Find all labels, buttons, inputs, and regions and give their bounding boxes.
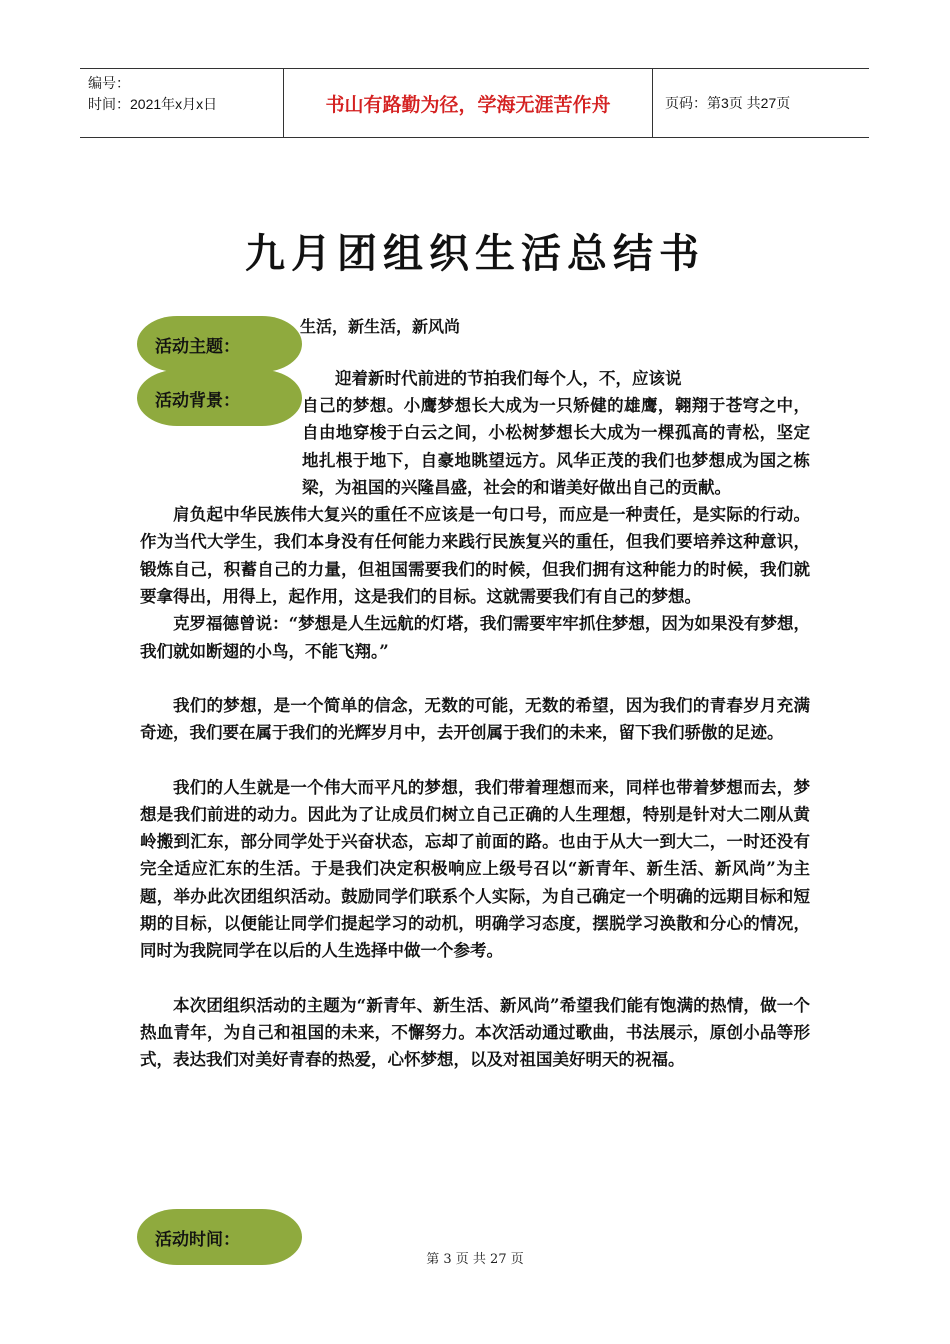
header-motto: 书山有路勤为径，学海无涯苦作舟 xyxy=(283,69,653,137)
time-label: 时间：2021年x月x日 xyxy=(88,96,218,112)
paragraph-4: 我们的梦想，是一个简单的信念，无数的可能，无数的希望，因为我们的青春岁月充满奇迹，我们要在属于我们的光辉岁月中，去开创属于我们的未来，留下我们骄傲的足迹。 xyxy=(140,695,810,743)
number-label: 编号： xyxy=(88,75,130,91)
page-title: 九月团组织生活总结书 xyxy=(245,231,705,277)
spacer xyxy=(140,747,810,774)
paragraph-1-first-text: 迎着新时代前进的节拍我们每个人，不，应该说 xyxy=(335,369,682,388)
theme-label: 活动主题： xyxy=(137,316,302,372)
paragraph-6: 本次团组织活动的主题为“新青年、新生活、新风尚”希望我们能有饱满的热情，做一个热血青年，为自己和祖国的未来，不懈努力。本次活动通过歌曲，书法展示，原创小品等形式，表达我们对美好青春的热爱，心怀梦想，以及对祖国美好明天的祝福。 xyxy=(140,995,810,1070)
body-text xyxy=(140,392,810,1074)
document-header xyxy=(80,68,869,138)
paragraph-5: 我们的人生就是一个伟大而平凡的梦想，我们带着理想而来，同样也带着梦想而去，梦想是我们前进的动力。因此为了让成员们树立自己正确的人生理想，特别是针对大二刚从黄岭搬到汇东，部分同学处于兴奋状态，忘却了前面的路。也由于从大一到大二，一时还没有完全适应汇东的生活。于是我们决定积极响应上级号召以“新青年、新生活、新风尚”为主题，举办此次团组织活动。鼓励同学们联系个人实际，为自己确定一个明确的远期目标和短期的目标，以便能让同学们提起学习的动机，明确学习态度，摆脱学习涣散和分心的情况，同时为我院同学在以后的人生选择中做一个参考。 xyxy=(140,777,810,961)
spacer xyxy=(140,665,810,692)
paragraph-1-rest: 自己的梦想。小鹰梦想长大成为一只矫健的雄鹰，翱翔于苍穹之中，自由地穿梭于白云之间，小松树梦想长大成为一棵孤高的青松，坚定地扎根于地下，自豪地眺望远方。风华正茂的我们也梦想成为国之栋梁，为祖国的兴隆昌盛，社会的和谐美好做出自己的贡献。 xyxy=(302,396,810,497)
header-meta xyxy=(80,69,283,137)
page-footer: 第 3 页 共 27 页 xyxy=(426,1252,524,1267)
header-page-label: 页码：第3页 共27页 xyxy=(665,95,791,111)
time-section-label: 活动时间： xyxy=(137,1209,302,1265)
background-label: 活动背景： xyxy=(137,370,302,426)
paragraph-1-first-line xyxy=(302,365,810,392)
theme-value: 生活，新生活，新风尚 xyxy=(300,317,461,336)
spacer xyxy=(140,965,810,992)
paragraph-2: 肩负起中华民族伟大复兴的重任不应该是一句口号，而应是一种责任，是实际的行动。作为当代大学生，我们本身没有任何能力来践行民族复兴的重任，但我们要培养这种意识，锻炼自己，积蓄自己的力量，但祖国需要我们的时候，但我们拥有这种能力的时候，我们就要拿得出，用得上，起作用，这是我们的目标。这就需要我们有自己的梦想。 xyxy=(140,505,810,607)
paragraph-3: 克罗福德曾说：“梦想是人生远航的灯塔，我们需要牢牢抓住梦想，因为如果没有梦想，我们就如断翅的小鸟，不能飞翔。” xyxy=(140,614,810,661)
